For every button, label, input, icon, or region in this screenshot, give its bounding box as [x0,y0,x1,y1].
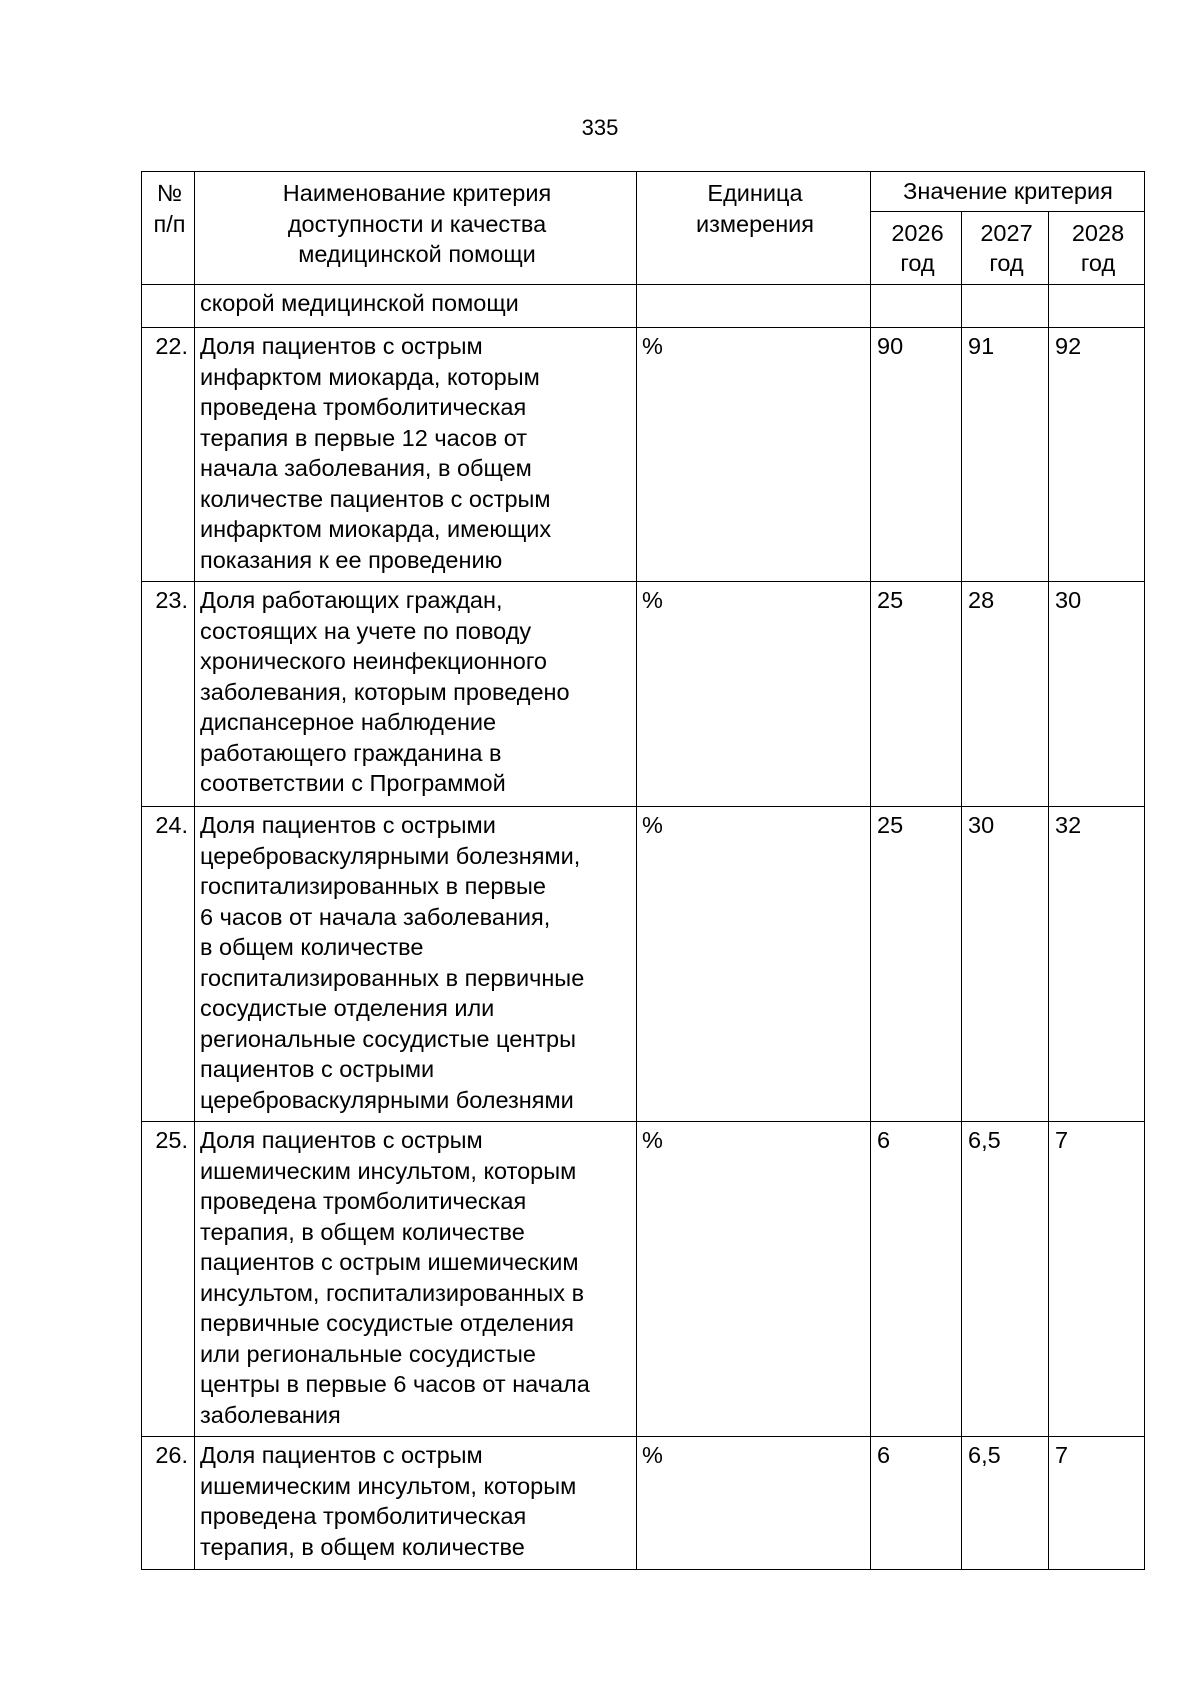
row-criterion-name: Доля работающих граждан, состоящих на учете по поводу хронического неинфекционного заболевания, которым проведено диспансерное наблюдение работающего гражданина в соответствии с Программой [195,582,637,807]
row-value-2028: 7 [1049,1437,1145,1570]
row-criterion-name: скорой медицинской помощи [195,285,637,328]
row-num: 22. [142,328,195,582]
row-num: 25. [142,1122,195,1437]
row-criterion-name: Доля пациентов с острым инфарктом миокарда, которым проведена тромболитическая терапия в первые 12 часов от начала заболевания, в общем количестве пациентов с острым инфарктом миокарда, имеющих показания к ее проведению [195,328,637,582]
row-value-2027 [962,285,1049,328]
table-row [142,285,1145,328]
header-year-2028: 2028 год [1049,212,1145,285]
row-unit: % [637,582,871,807]
row-value-2028: 30 [1049,582,1145,807]
table-row [142,582,1145,807]
table-row [142,1437,1145,1570]
row-value-2027: 6,5 [962,1437,1049,1570]
row-criterion-name: Доля пациентов с острыми цереброваскулярными болезнями, госпитализированных в первые 6 часов от начала заболевания, в общем количестве госпитализированных в первичные сосудистые отделения или региональные сосудистые центры пациентов с острыми цереброваскулярными болезнями [195,807,637,1122]
row-unit: % [637,328,871,582]
header-year-2026: 2026 год [871,212,962,285]
row-criterion-name: Доля пациентов с острым ишемическим инсультом, которым проведена тромболитическая терапия, в общем количестве [195,1437,637,1570]
row-value-2027: 91 [962,328,1049,582]
row-value-2028: 92 [1049,328,1145,582]
row-value-2026: 90 [871,328,962,582]
row-value-2027: 28 [962,582,1049,807]
table-row [142,328,1145,582]
row-unit: % [637,1122,871,1437]
row-num: 24. [142,807,195,1122]
header-year-2027: 2027 год [962,212,1049,285]
header-unit: Единица измерения [637,172,871,285]
row-value-2028: 7 [1049,1122,1145,1437]
row-value-2027: 6,5 [962,1122,1049,1437]
criteria-table [141,171,1145,1570]
row-value-2027: 30 [962,807,1049,1122]
row-num: 26. [142,1437,195,1570]
row-value-2026: 25 [871,807,962,1122]
table-row [142,807,1145,1122]
row-value-2028: 32 [1049,807,1145,1122]
row-value-2028 [1049,285,1145,328]
row-value-2026: 25 [871,582,962,807]
row-value-2026 [871,285,962,328]
header-criterion-value: Значение критерия [871,172,1145,212]
header-num: № п/п [142,172,195,285]
table-row [142,1122,1145,1437]
row-num: 23. [142,582,195,807]
row-unit: % [637,807,871,1122]
row-criterion-name: Доля пациентов с острым ишемическим инсультом, которым проведена тромболитическая терапия, в общем количестве пациентов с острым ишемическим инсультом, госпитализированных в первичные сосудистые отделения или региональные сосудистые центры в первые 6 часов от начала заболевания [195,1122,637,1437]
row-value-2026: 6 [871,1122,962,1437]
row-num [142,285,195,328]
page-number: 335 [581,115,619,140]
row-value-2026: 6 [871,1437,962,1570]
row-unit: % [637,1437,871,1570]
header-criterion-name: Наименование критерия доступности и качества медицинской помощи [195,172,637,285]
row-unit [637,285,871,328]
